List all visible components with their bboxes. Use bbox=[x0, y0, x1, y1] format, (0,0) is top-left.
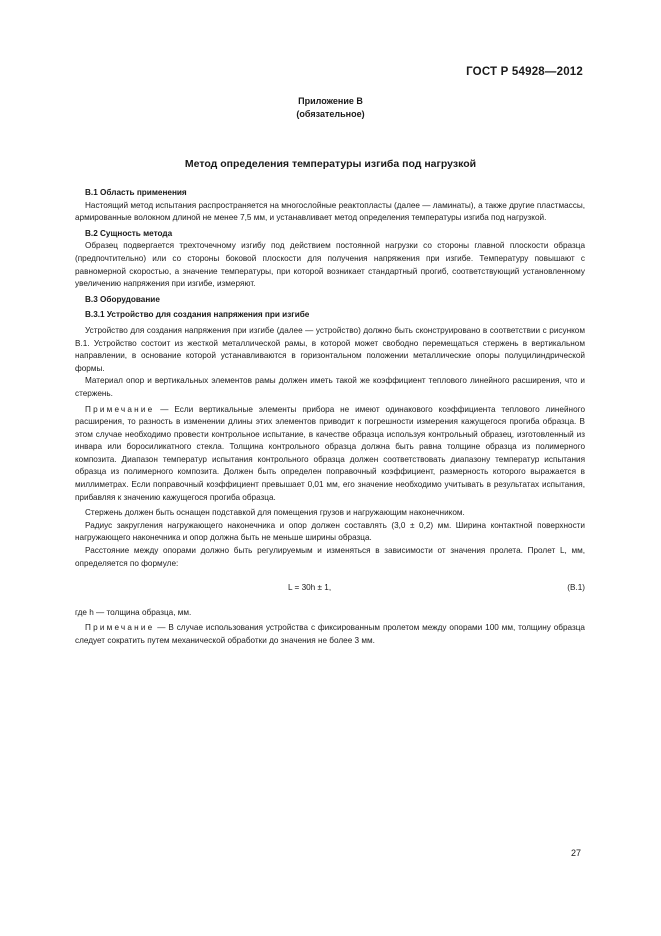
page-number: 27 bbox=[570, 848, 581, 858]
note-2-label: Примечание bbox=[85, 623, 155, 633]
note-2-text: — В случае использования устройства с фиксированным пролетом между опорами 100 мм, толщину образца следует сократить путем механической обработки до значения не более 3 мм. bbox=[75, 623, 585, 645]
note-1-text: — Если вертикальные элементы прибора не имеют одинакового коэффициента теплового линейного расширения, то разность в изменении длины этих элементов приводит к погрешности измерения кажущегося прогиба образца. В этом случае необходимо провести контрольное испытание, в качестве образца используя контрольный образец, изготовленный из инвара или боросиликатного стекла. Толщина контрольного образца должна быть равна толщине образца из полимерного композита. Диапазон температур испытания контрольного образца должен соответствовать диапазону температур испытания образца из полимерного композита. Должен быть определен поправочный коэффициент, размерность которого выражается в миллиметрах. Если поправочный коэффициент превышает 0,01 мм, его значение необходимо учитывать в результатах испытания, прибавляя к значению кажущегося прогиба образца. bbox=[75, 404, 585, 502]
standard-header: ГОСТ Р 54928—2012 bbox=[466, 66, 583, 78]
section-b31-paragraph-1: Устройство для создания напряжения при изгибе (далее — устройство) должно быть сконструировано в соответствии с рисунком В.1. Устройство состоит из жесткой металлической рамы, в которой может свободно перемещаться стержень в вертикальном направлении, в основание которой устанавливаются в горизонтальном положении металлические опоры полуцилиндрической формы. bbox=[75, 325, 585, 373]
note-2 bbox=[75, 622, 585, 647]
annex-title: Приложение В bbox=[298, 96, 363, 106]
note-1-label: Примечание bbox=[85, 404, 155, 414]
note-1 bbox=[75, 404, 585, 505]
document-body bbox=[75, 187, 585, 648]
paragraph-radius: Радиус закругления нагружающего наконечника и опор должен составлять (3,0 ± 0,2) мм. Ширина контактной поверхности нагружающего наконечника и опор должна быть не меньше ширины образца. bbox=[75, 520, 585, 543]
section-b3-heading: В.3 Оборудование bbox=[85, 294, 160, 304]
formula-row bbox=[75, 582, 585, 595]
paragraph-span: Расстояние между опорами должно быть регулируемым и изменяться в зависимости от значения пролета. Пролет L, мм, определяется по формуле: bbox=[75, 546, 585, 568]
paragraph-rod: Стержень должен быть оснащен подставкой для помещения грузов и нагружающим наконечником. bbox=[85, 508, 465, 518]
section-b2-heading: В.2 Сущность метода bbox=[85, 228, 173, 238]
section-b1-paragraph: Настоящий метод испытания распространяется на многослойные реактопласты (далее — ламинаты), а также другие пластмассы, армированные волокном длиной не менее 7,5 мм, и устанавливает метод определения температуры изгиба под нагрузкой. bbox=[75, 200, 585, 223]
formula-number: (В.1) bbox=[567, 583, 585, 593]
section-b31-paragraph-2: Материал опор и вертикальных элементов рамы должен иметь такой же коэффициент теплового линейного расширения, что и стержень. bbox=[75, 376, 585, 398]
formula-where: где h — толщина образца, мм. bbox=[75, 607, 192, 617]
section-b2-paragraph: Образец подвергается трехточечному изгибу под действием постоянной нагрузки со стороны главной плоскости образца (предпочтительно) или со стороны боковой плоскости для получения напряжения при изгибе. Температуру повышают с равномерной скоростью, а значение температуры, при которой возникает стандартный прогиб, соответствующий установленному увеличению напряжения при изгибе, измеряют. bbox=[75, 241, 585, 289]
annex-status: (обязательное) bbox=[296, 109, 365, 119]
section-b31-heading: В.3.1 Устройство для создания напряжения при изгибе bbox=[85, 310, 310, 320]
formula: L = 30h ± 1, bbox=[288, 583, 332, 593]
section-b1-heading: В.1 Область применения bbox=[85, 188, 187, 197]
document-title: Метод определения температуры изгиба под нагрузкой bbox=[184, 158, 477, 170]
